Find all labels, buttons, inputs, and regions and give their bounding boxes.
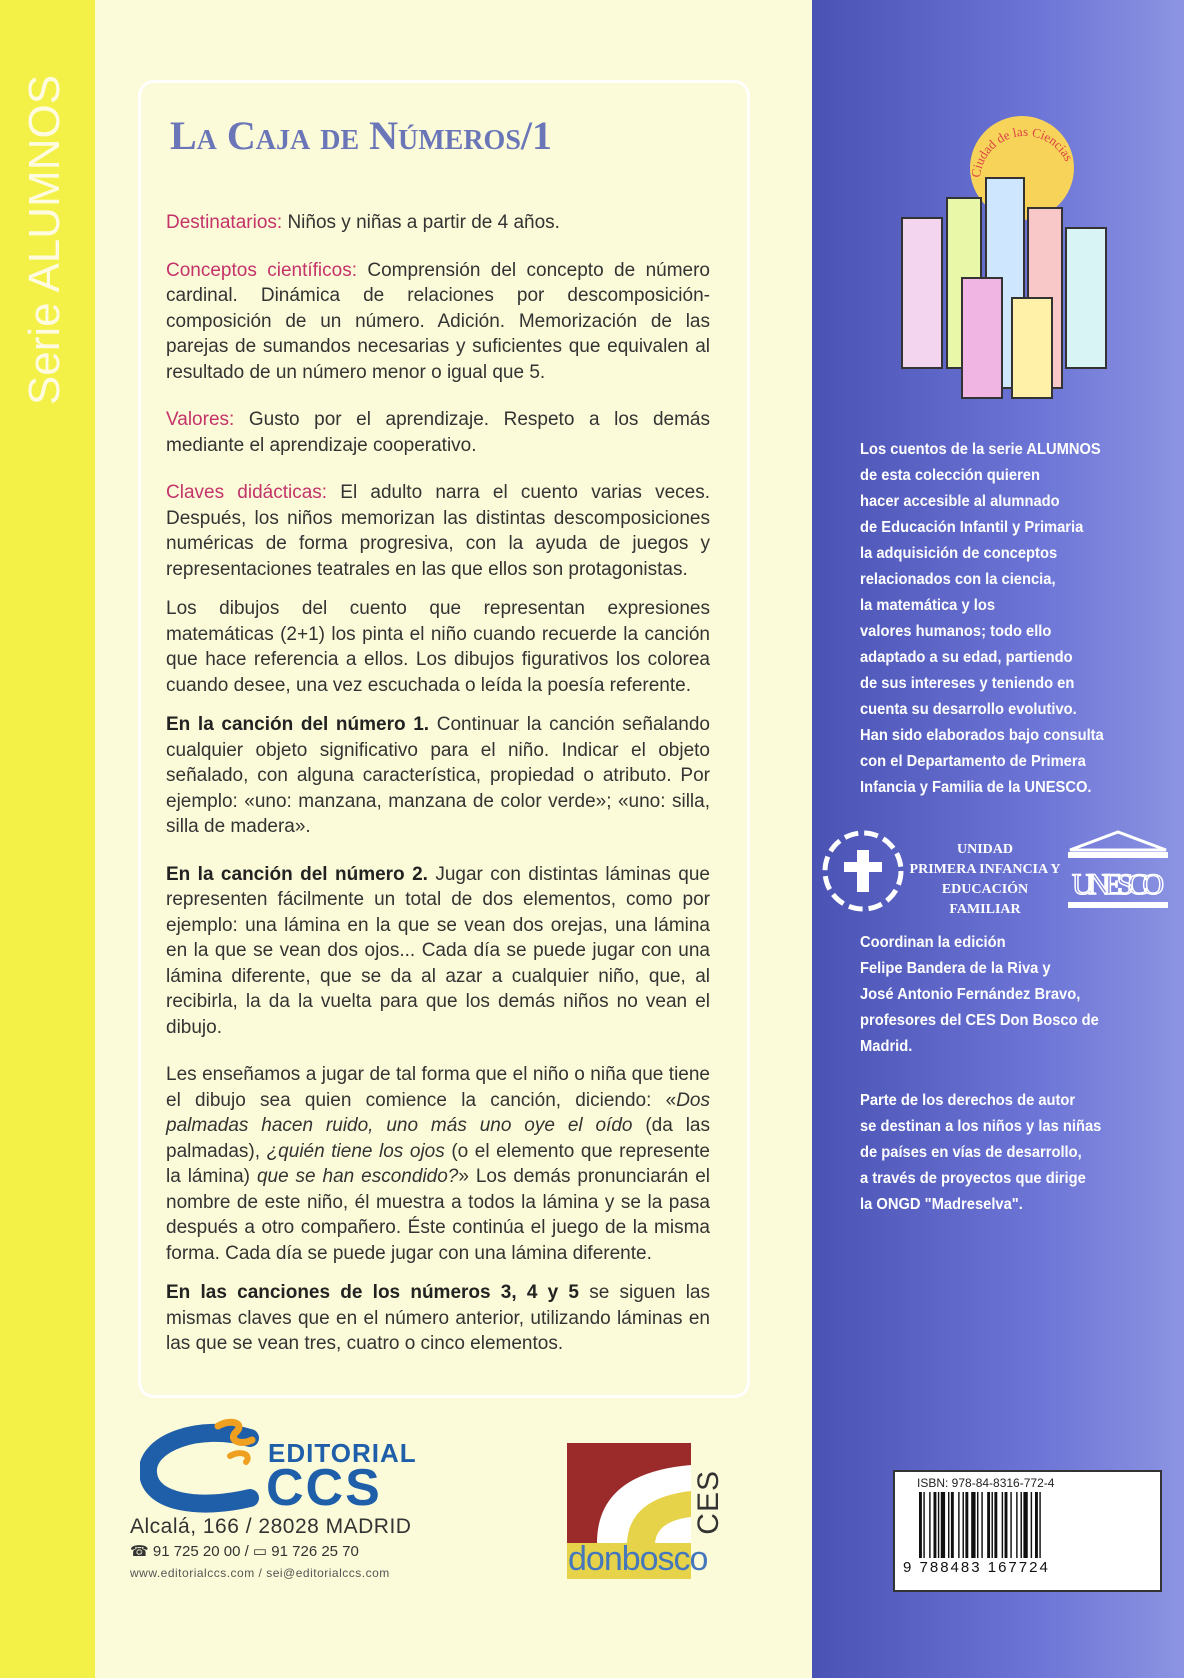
book-title-text: La Caja de Números/1 [170, 113, 553, 158]
rights-line: a través de proyectos que dirige [860, 1170, 1086, 1187]
donbosco-ces-text: CES [692, 1470, 725, 1535]
publisher-name-editorial: EDITORIAL [268, 1438, 417, 1468]
publisher-address: Alcalá, 166 / 28028 MADRID [130, 1515, 412, 1538]
text-dibujos: Los dibujos del cuento que representan expresiones matemáticas (2+1) los pinta el niño cuando recuerde la canción que hace referencia a ellos. Los dibujos figurativos los colorea cuando desee, una vez escuchada o leída la poesía referente. [166, 598, 710, 696]
barcode-bar [923, 1492, 924, 1558]
text-ensenamos-4: » Los demás pronunciarán el nombre de este niño, él muestra a todos la lámina y se la pasa después a otro compañero. Éste continúa el juego de la misma forma. Cada día se puede jugar con una lámina diferente. [166, 1166, 710, 1264]
book-title [170, 112, 552, 159]
barcode-bar [1010, 1492, 1011, 1558]
label-destinatarios: Destinatarios: [166, 212, 283, 233]
coord-line: profesores del CES Don Bosco de [860, 1012, 1099, 1029]
barcode-graphic [917, 1492, 1139, 1558]
barcode-bar [951, 1492, 954, 1558]
donbosco-word: donbosco [568, 1540, 708, 1578]
text-cancion1: Continuar la canción señalando cualquier objeto significativo para el niño. Indicar el objeto señalado, con alguna característica, propiedad o atributo. Por ejemplo: «uno: manzana, manzana de color verde»; «uno: silla, silla de madera». [166, 714, 710, 837]
barcode-bar [971, 1492, 975, 1558]
paragraph-conceptos [166, 258, 710, 386]
barcode-bar [1016, 1492, 1017, 1558]
barcode-bar [1002, 1492, 1003, 1558]
intro-line: adaptado a su edad, partiendo [860, 649, 1073, 666]
publisher-web: www.editorialccs.com / sei@editorialccs.com [130, 1566, 390, 1580]
label-valores: Valores: [166, 409, 235, 430]
italic-ensenamos-2: ¿quién tiene los ojos [266, 1140, 445, 1162]
barcode-bar [965, 1492, 968, 1558]
intro-line: cuenta su desarrollo evolutivo. [860, 701, 1077, 718]
intro-line: Han sido elaborados bajo consulta [860, 727, 1104, 744]
coordination-text [860, 930, 1136, 1060]
description-body [166, 210, 710, 1379]
text-ensenamos-2: (da las palmadas), [166, 1115, 710, 1162]
unidad-text [905, 840, 1065, 920]
barcode-bar [1035, 1492, 1038, 1558]
unit-line: UNIDAD [957, 842, 1013, 857]
intro-line: de Educación Infantil y Primaria [860, 519, 1084, 536]
isbn-digits: 9 788483 167724 [903, 1559, 1050, 1576]
intro-line: valores humanos; todo ello [860, 623, 1052, 640]
rights-line: se destinan a los niños y las niñas [860, 1118, 1102, 1135]
barcode-bar [1005, 1492, 1008, 1558]
coord-line: Madrid. [860, 1038, 913, 1055]
paragraph-valores [166, 407, 710, 458]
ciudad-ciencias-logo [882, 108, 1122, 408]
ciudad-ciencias-badge-text: Ciudad de las Ciencias [967, 123, 1077, 179]
text-ensenamos-1: Les enseñamos a jugar de tal forma que el niño o niña que tiene el dibujo sea quien comience la canción, diciendo: « [166, 1064, 710, 1111]
intro-line: de sus intereses y teniendo en [860, 675, 1075, 692]
barcode-bar [941, 1492, 945, 1558]
unidad-logo-icon [818, 828, 908, 914]
coord-line: Coordinan la edición [860, 934, 1006, 951]
intro-line: Los cuentos de la serie ALUMNOS [860, 441, 1101, 458]
intro-line: hacer accesible al alumnado [860, 493, 1060, 510]
intro-line: la matemática y los [860, 597, 996, 614]
paragraph-ensenamos [166, 1062, 710, 1266]
label-cancion2: En la canción del número 2. [166, 863, 428, 885]
paragraph-dibujos [166, 596, 710, 698]
paragraph-destinatarios [166, 210, 710, 236]
barcode-bar [1039, 1492, 1040, 1558]
barcode-bar [958, 1492, 959, 1558]
barcode-bar [938, 1492, 939, 1558]
text-cancion2: Jugar con distintas láminas que representen fácilmente un total de dos elementos, como por ejemplo: una lámina en la que se vean dos orejas, una lámina en la que se vean dos ojos... Cada día se puede jugar con una lámina diferente, que se da al azar a cualquier niño, que, al recibirla, la da la vuelta para que los demás niños no vean el dibujo. [166, 863, 710, 1038]
unesco-logo-icon [1062, 828, 1174, 914]
barcode-bar [948, 1492, 949, 1558]
coord-line: Felipe Bandera de la Riva y [860, 960, 1051, 977]
text-conceptos: Comprensión del concepto de número cardinal. Dinámica de relaciones por descomposición-composición de un número. Adición. Memorización de las parejas de sumandos necesarias y suficientes que equivalen al resultado de un número menor o igual que 5. [166, 259, 711, 383]
intro-line: Infancia y Familia de la UNESCO. [860, 779, 1092, 796]
publisher-name-ccs: CCS [266, 1459, 382, 1517]
paragraph-canciones345 [166, 1280, 710, 1357]
series-description [860, 437, 1136, 801]
barcode-bar [934, 1492, 937, 1558]
rights-text [860, 1088, 1136, 1218]
barcode-bar [981, 1492, 982, 1558]
spine-series-title: Serie ALUMNOS [20, 74, 69, 406]
label-conceptos: Conceptos científicos: [166, 259, 357, 281]
barcode-bar [1031, 1492, 1032, 1558]
spine [0, 0, 95, 1678]
barcode-bar [994, 1492, 997, 1558]
text-canciones345: se siguen las mismas claves que en el número anterior, utilizando láminas en las que se vean tres, cuatro o cinco elementos. [166, 1282, 710, 1354]
rights-line: la ONGD "Madreselva". [860, 1196, 1023, 1213]
text-claves: El adulto narra el cuento varias veces. Después, los niños memorizan las distintas descomposiciones numéricas de forma progresiva, con la ayuda de juegos y representaciones teatrales en las que ellos son protagonistas. [166, 482, 710, 580]
italic-ensenamos-3: que se han escondido? [256, 1166, 459, 1187]
barcode-bar [977, 1492, 978, 1558]
label-claves: Claves didácticas: [166, 482, 328, 503]
paragraph-cancion1 [166, 712, 710, 840]
rights-line: de países en vías de desarrollo, [860, 1144, 1082, 1161]
barcode-bar [1023, 1492, 1027, 1558]
unesco-text: UNESCO [1072, 868, 1164, 901]
paragraph-claves [166, 480, 710, 582]
barcode-bar [919, 1492, 922, 1558]
barcode-bar [963, 1492, 964, 1558]
publisher-phones: ☎ 91 725 20 00 / ▭ 91 726 25 70 [130, 1543, 359, 1560]
barcode-bar [992, 1492, 993, 1558]
intro-line: con el Departamento de Primera [860, 753, 1086, 770]
isbn-label: ISBN: 978-84-8316-772-4 [917, 1476, 1055, 1490]
label-cancion1: En la canción del número 1. [166, 714, 430, 735]
intro-line: de esta colección quieren [860, 467, 1040, 484]
text-destinatarios: Niños y niñas a partir de 4 años. [282, 212, 560, 233]
intro-line: relacionados con la ciencia, [860, 571, 1056, 588]
unit-line: EDUCACIÓN FAMILIAR [941, 882, 1029, 917]
label-canciones345: En las canciones de los números 3, 4 y 5 [166, 1282, 579, 1303]
paragraph-cancion2 [166, 862, 710, 1041]
barcode-bar [1021, 1492, 1022, 1558]
text-ensenamos-3: (o el elemento que represente la lámina) [166, 1140, 710, 1187]
intro-line: la adquisición de conceptos [860, 545, 1058, 562]
barcode-bar [929, 1492, 930, 1558]
text-valores: Gusto por el aprendizaje. Respeto a los demás mediante el aprendizaje cooperativo. [166, 409, 710, 456]
rights-line: Parte de los derechos de autor [860, 1092, 1076, 1109]
coord-line: José Antonio Fernández Bravo, [860, 986, 1081, 1003]
italic-ensenamos-1: Dos palmadas hacen ruido, uno más uno oye el oído [166, 1089, 710, 1136]
barcode-bar [987, 1492, 990, 1558]
unit-line: PRIMERA INFANCIA Y [909, 862, 1061, 877]
